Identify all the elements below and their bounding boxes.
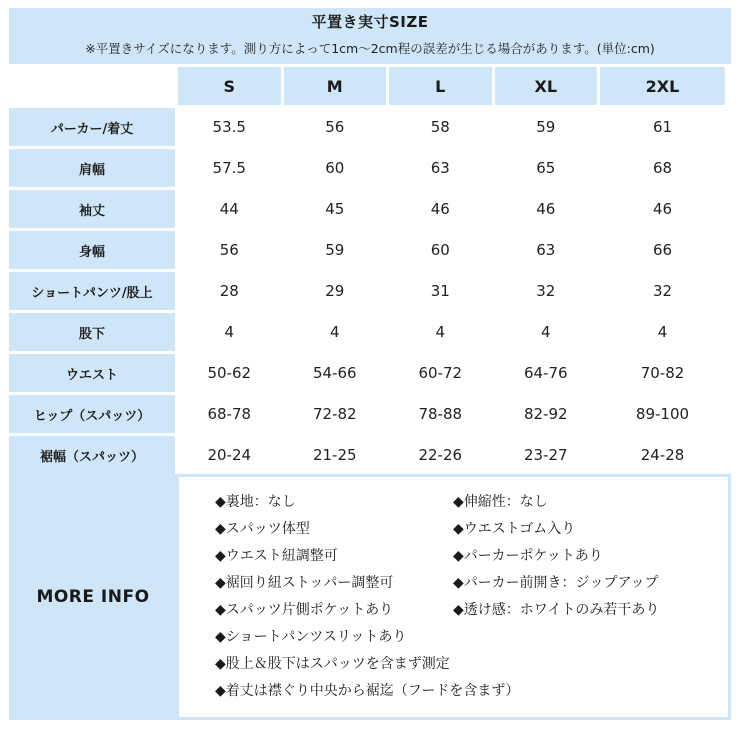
info-item: ◆着丈は襟ぐり中央から裾迄（フードを含まず） [215,683,520,699]
size-header-2xl: 2XL [600,67,725,105]
table-row [9,190,725,228]
table-row [9,313,725,351]
table-cell: 63 [495,231,598,269]
row-label: 身幅 [9,231,175,269]
table-cell: 70-82 [600,354,725,392]
table-cell: 56 [178,231,281,269]
table-cell: 21-25 [284,436,387,474]
info-item: ◆スパッツ片側ポケットあり [215,602,394,618]
more-info-label: MORE INFO [36,587,150,607]
row-label: 股下 [9,313,175,351]
row-label: 肩幅 [9,149,175,187]
info-item: ◆裏地：なし [215,494,296,510]
table-cell: 82-92 [495,395,598,433]
info-item: ◆パーカーポケットあり [453,548,603,564]
table-cell: 44 [178,190,281,228]
row-label: パーカー/着丈 [9,108,175,146]
table-cell: 60 [389,231,492,269]
table-cell: 4 [284,313,387,351]
info-item: ◆透け感：ホワイトのみ若干あり [453,602,660,618]
size-header-xl: XL [495,67,598,105]
table-cell: 53.5 [178,108,281,146]
table-cell: 32 [600,272,725,310]
table-cell: 46 [389,190,492,228]
table-cell: 68-78 [178,395,281,433]
table-cell: 4 [389,313,492,351]
table-cell: 46 [600,190,725,228]
measurement-note: ※平置きサイズになります。測り方によって1cm〜2cm程の誤差が生じる場合があります。(単位:cm) [85,41,655,56]
table-cell: 28 [178,272,281,310]
size-chart-header [9,8,731,64]
table-cell: 89-100 [600,395,725,433]
row-label: ウエスト [9,354,175,392]
info-item: ◆裾回り紐ストッパー調整可 [215,575,394,591]
table-cell: 64-76 [495,354,598,392]
info-item: ◆パーカー前開き：ジップアップ [453,575,659,591]
table-cell: 63 [389,149,492,187]
info-item: ◆ウエスト紐調整可 [215,548,338,564]
table-cell: 46 [495,190,598,228]
table-cell: 59 [495,108,598,146]
table-row [9,108,725,146]
table-corner-cell [9,67,175,105]
row-label: ヒップ（スパッツ） [9,395,175,433]
table-cell: 24-28 [600,436,725,474]
row-label: 裾幅（スパッツ） [9,436,175,474]
table-row [9,436,725,474]
more-info-section [9,474,731,720]
table-cell: 68 [600,149,725,187]
table-cell: 66 [600,231,725,269]
table-cell: 57.5 [178,149,281,187]
size-header-m: M [284,67,387,105]
table-cell: 61 [600,108,725,146]
table-row [9,395,725,433]
table-cell: 60 [284,149,387,187]
table-cell: 58 [389,108,492,146]
info-item: ◆ウエストゴム入り [453,521,576,537]
table-cell: 50-62 [178,354,281,392]
size-table [6,64,728,477]
size-header-s: S [178,67,281,105]
table-cell: 4 [178,313,281,351]
table-cell: 4 [495,313,598,351]
table-cell: 22-26 [389,436,492,474]
more-info-body [179,477,728,717]
table-cell: 20-24 [178,436,281,474]
table-row [9,149,725,187]
size-header-row [9,67,725,105]
table-cell: 56 [284,108,387,146]
table-cell: 29 [284,272,387,310]
info-item: ◆伸縮性：なし [453,494,548,510]
table-cell: 54-66 [284,354,387,392]
table-cell: 23-27 [495,436,598,474]
table-row [9,231,725,269]
page-title: 平置き実寸SIZE [311,13,429,31]
table-cell: 45 [284,190,387,228]
info-item: ◆ショートパンツスリットあり [215,629,407,645]
table-cell: 4 [600,313,725,351]
table-cell: 60-72 [389,354,492,392]
info-item: ◆股上＆股下はスパッツを含まず測定 [215,656,450,672]
table-cell: 78-88 [389,395,492,433]
table-row [9,272,725,310]
table-cell: 31 [389,272,492,310]
row-label: ショートパンツ/股上 [9,272,175,310]
size-header-l: L [389,67,492,105]
table-cell: 32 [495,272,598,310]
table-cell: 59 [284,231,387,269]
table-cell: 65 [495,149,598,187]
table-cell: 72-82 [284,395,387,433]
info-item: ◆スパッツ体型 [215,521,310,537]
table-row [9,354,725,392]
row-label: 袖丈 [9,190,175,228]
